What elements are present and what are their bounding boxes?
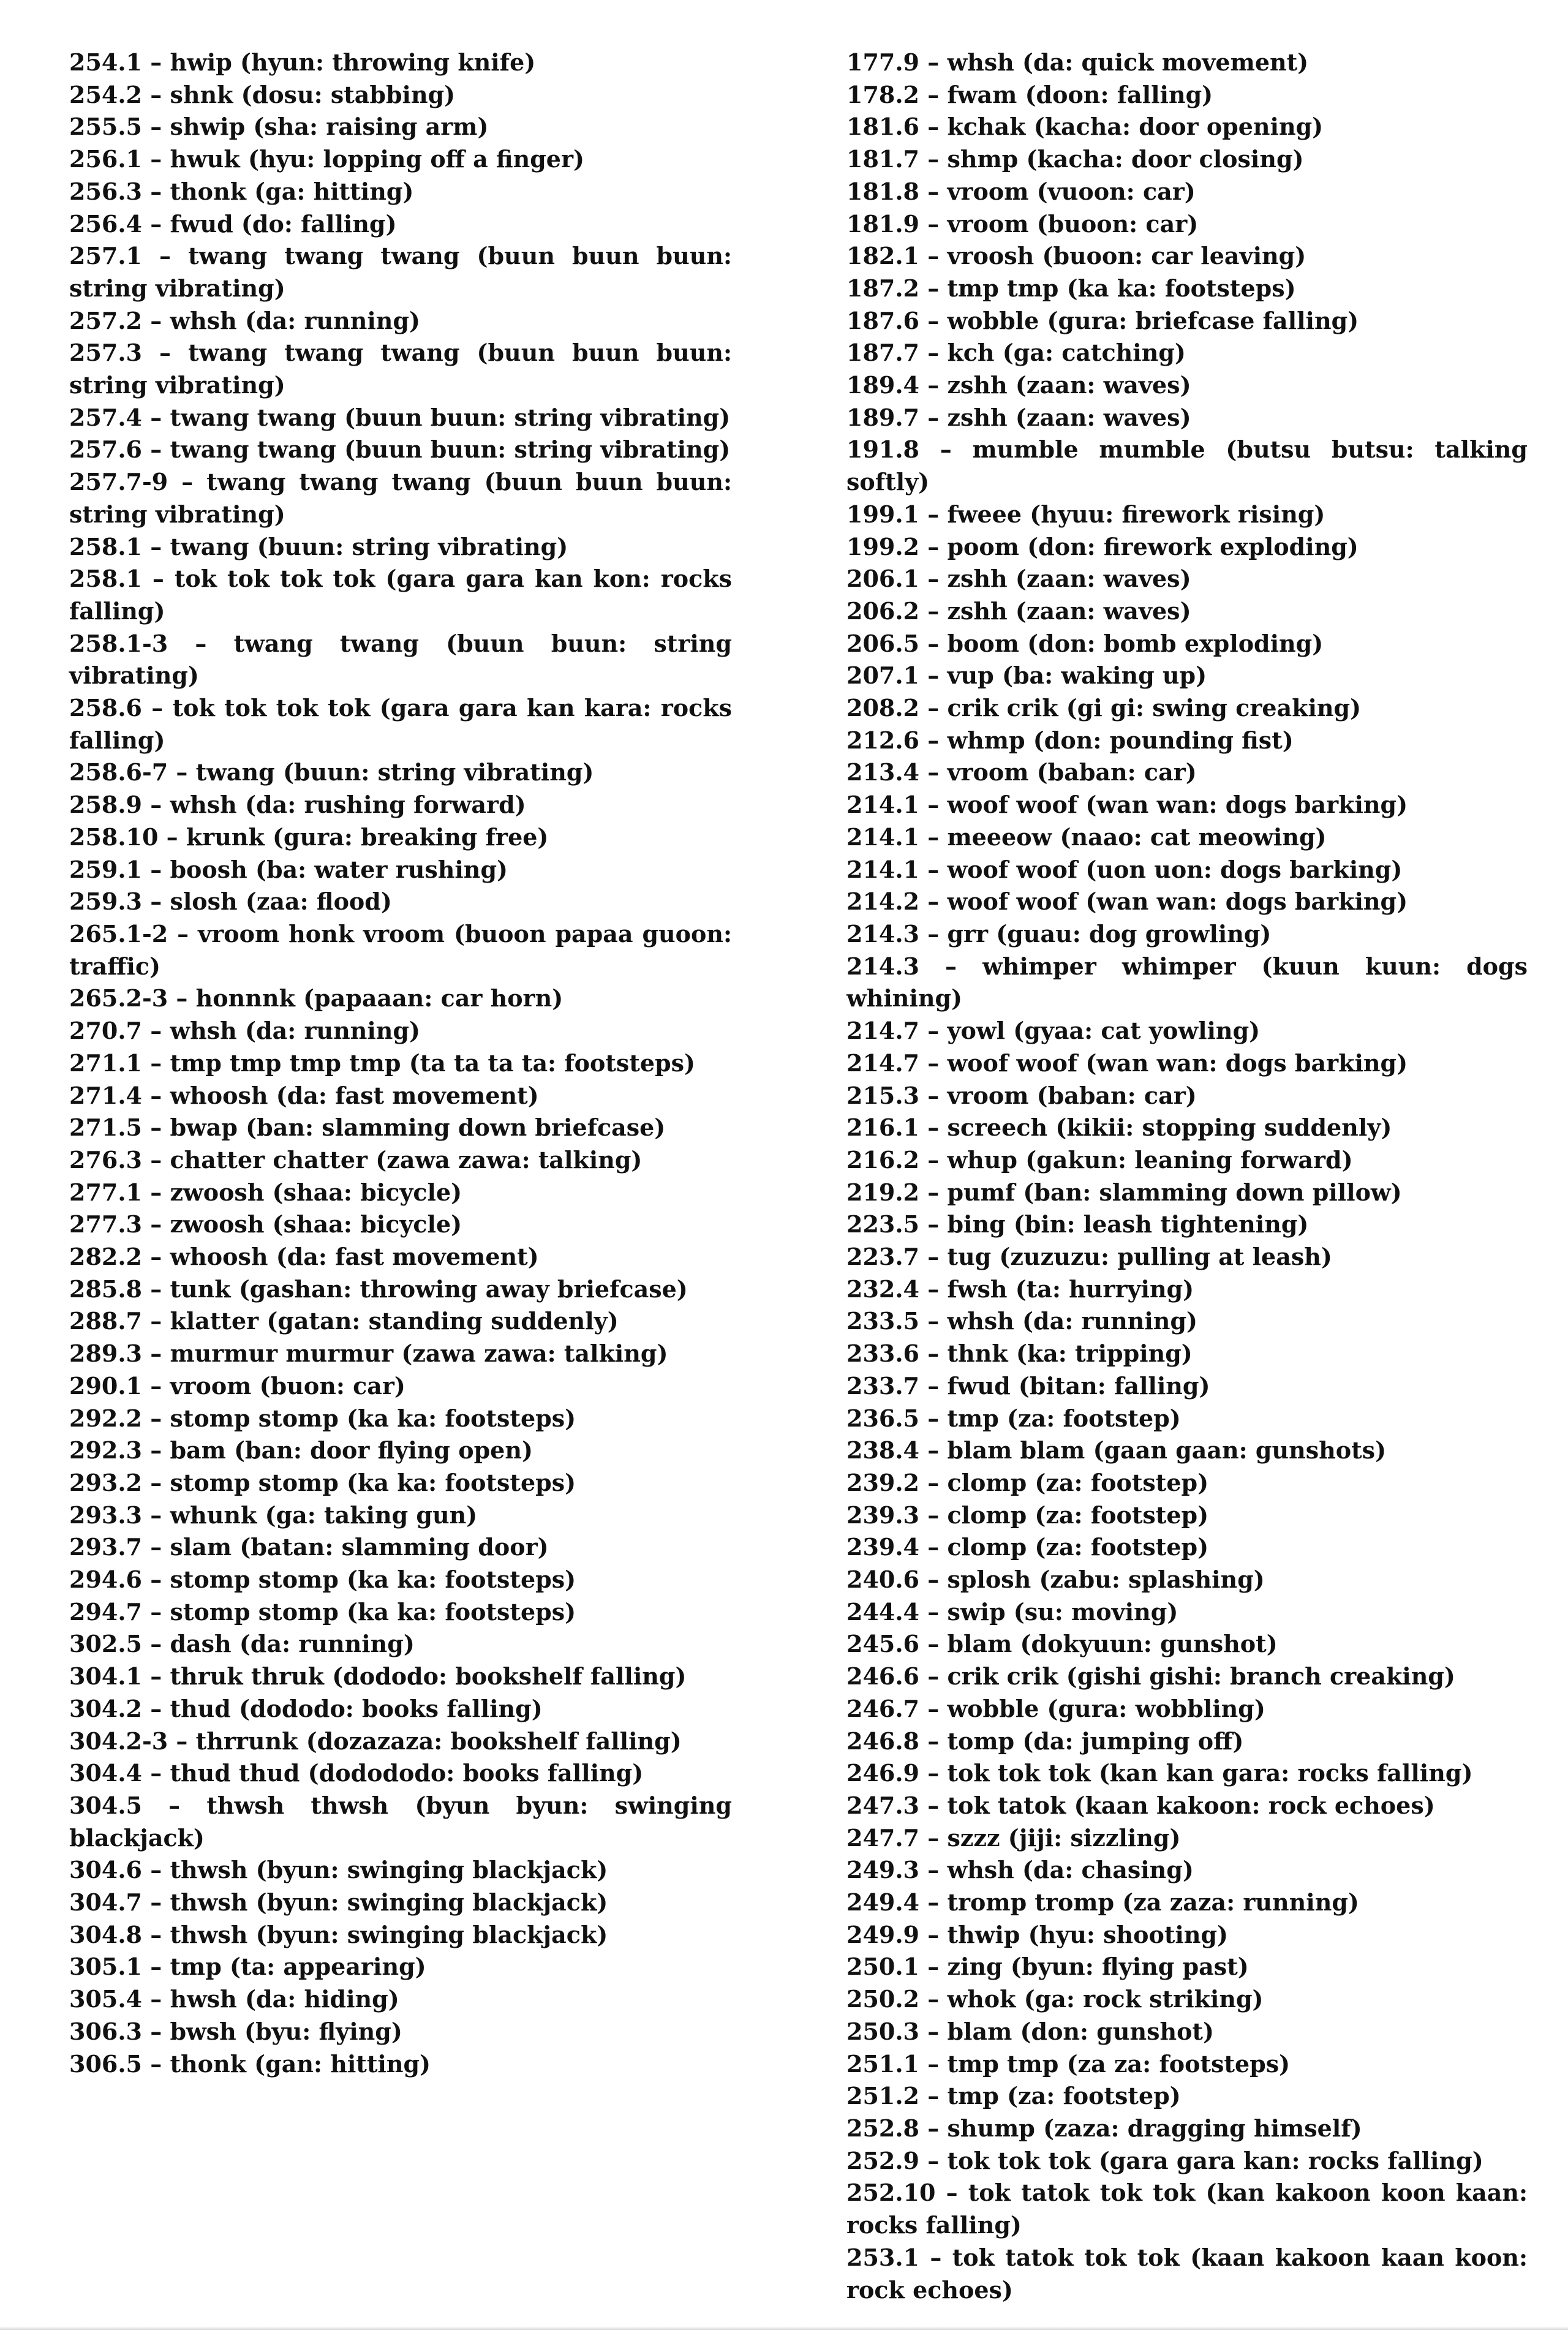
glossary-entry: 257.7-9 – twang twang twang (buun buun buun: string vibrating)	[69, 468, 732, 528]
glossary-entry: 282.2 – whoosh (da: fast movement)	[69, 1243, 539, 1271]
glossary-entry: 214.2 – woof woof (wan wan: dogs barking)	[846, 888, 1408, 916]
glossary-entry: 257.2 – whsh (da: running)	[69, 306, 420, 334]
glossary-entry: 304.8 – thwsh (byun: swinging blackjack)	[69, 1920, 608, 1948]
glossary-entry: 294.7 – stomp stomp (ka ka: footsteps)	[69, 1597, 576, 1626]
glossary-entry: 304.2-3 – thrrunk (dozazaza: bookshelf falling)	[69, 1727, 682, 1755]
glossary-entry: 214.1 – woof woof (wan wan: dogs barking)	[846, 791, 1408, 819]
glossary-entry: 265.2-3 – honnnk (papaaan: car horn)	[69, 984, 564, 1012]
glossary-entry: 199.1 – fweee (hyuu: firework rising)	[846, 500, 1325, 528]
glossary-entry: 238.4 – blam blam (gaan gaan: gunshots)	[846, 1436, 1387, 1465]
glossary-entry: 265.1-2 – vroom honk vroom (buoon papaa guoon: traffic)	[69, 919, 732, 980]
glossary-entry: 304.6 – thwsh (byun: swinging blackjack)	[69, 1856, 608, 1884]
glossary-entry: 239.3 – clomp (za: footstep)	[846, 1501, 1209, 1529]
glossary-entry: 257.3 – twang twang twang (buun buun buun: string vibrating)	[69, 339, 732, 399]
glossary-entry: 214.1 – meeeow (naao: cat meowing)	[846, 823, 1327, 851]
glossary-entry: 250.2 – whok (ga: rock striking)	[846, 1985, 1264, 2013]
glossary-entry: 181.7 – shmp (kacha: door closing)	[846, 145, 1304, 173]
glossary-entry: 246.7 – wobble (gura: wobbling)	[846, 1694, 1265, 1722]
glossary-entry: 249.3 – whsh (da: chasing)	[846, 1856, 1194, 1884]
glossary-entry: 207.1 – vup (ba: waking up)	[846, 662, 1207, 690]
glossary-entry: 213.4 – vroom (baban: car)	[846, 758, 1197, 786]
glossary-entry: 258.1 – twang (buun: string vibrating)	[69, 532, 568, 560]
glossary-entry: 206.1 – zshh (zaan: waves)	[846, 565, 1191, 593]
glossary-entry: 249.4 – tromp tromp (za zaza: running)	[846, 1888, 1359, 1917]
glossary-entry: 178.2 – fwam (doon: falling)	[846, 80, 1213, 108]
glossary-entry: 285.8 – tunk (gashan: throwing away briefcase)	[69, 1275, 688, 1303]
glossary-entry: 214.3 – whimper whimper (kuun kuun: dogs whining)	[846, 952, 1528, 1012]
glossary-entry: 214.7 – woof woof (wan wan: dogs barking)	[846, 1049, 1408, 1077]
glossary-entry: 288.7 – klatter (gatan: standing suddenly)	[69, 1307, 619, 1335]
glossary-entry: 258.1-3 – twang twang (buun buun: string vibrating)	[69, 629, 732, 690]
glossary-entry: 302.5 – dash (da: running)	[69, 1630, 415, 1658]
glossary-entry: 258.1 – tok tok tok tok (gara gara kan kon: rocks falling)	[69, 565, 732, 625]
glossary-entry: 292.2 – stomp stomp (ka ka: footsteps)	[69, 1404, 576, 1432]
glossary-entry: 277.3 – zwoosh (shaa: bicycle)	[69, 1210, 462, 1239]
glossary-entry: 257.4 – twang twang (buun buun: string vibrating)	[69, 403, 731, 431]
glossary-entry: 293.7 – slam (batan: slamming door)	[69, 1533, 549, 1561]
glossary-entry: 304.2 – thud (dododo: books falling)	[69, 1694, 543, 1722]
glossary-entry: 214.1 – woof woof (uon uon: dogs barking)	[846, 855, 1403, 883]
glossary-entry: 258.6-7 – twang (buun: string vibrating)	[69, 758, 594, 786]
glossary-entry: 277.1 – zwoosh (shaa: bicycle)	[69, 1178, 462, 1206]
glossary-entry: 271.1 – tmp tmp tmp tmp (ta ta ta ta: footsteps)	[69, 1049, 695, 1077]
glossary-entry: 215.3 – vroom (baban: car)	[846, 1081, 1197, 1109]
page-bottom-edge	[0, 2326, 1568, 2330]
glossary-entry: 233.7 – fwud (bitan: falling)	[846, 1371, 1210, 1400]
glossary-entry: 208.2 – crik crik (gi gi: swing creaking)	[846, 694, 1362, 722]
glossary-entry: 256.4 – fwud (do: falling)	[69, 209, 397, 238]
glossary-entry: 250.1 – zing (byun: flying past)	[846, 1953, 1249, 1981]
glossary-entry: 206.2 – zshh (zaan: waves)	[846, 597, 1191, 625]
glossary-entry: 276.3 – chatter chatter (zawa zawa: talking)	[69, 1145, 643, 1174]
glossary-entry: 219.2 – pumf (ban: slamming down pillow)	[846, 1178, 1402, 1206]
glossary-entry: 305.1 – tmp (ta: appearing)	[69, 1953, 426, 1981]
glossary-entry: 181.9 – vroom (buoon: car)	[846, 209, 1199, 238]
glossary-entry: 233.6 – thnk (ka: tripping)	[846, 1340, 1193, 1368]
glossary-entry: 289.3 – murmur murmur (zawa zawa: talking)	[69, 1340, 668, 1368]
glossary-entry: 187.7 – kch (ga: catching)	[846, 339, 1186, 367]
glossary-entry: 252.10 – tok tatok tok tok (kan kakoon koon kaan: rocks falling)	[846, 2179, 1528, 2239]
glossary-entry: 253.1 – tok tatok tok tok (kaan kakoon kaan koon: rock echoes)	[846, 2243, 1528, 2304]
glossary-entry: 270.7 – whsh (da: running)	[69, 1017, 420, 1045]
glossary-entry: 304.7 – thwsh (byun: swinging blackjack)	[69, 1888, 608, 1917]
glossary-entry: 257.1 – twang twang twang (buun buun buun: string vibrating)	[69, 242, 732, 302]
glossary-entry: 304.4 – thud thud (dodododo: books falling)	[69, 1759, 644, 1787]
glossary-entry: 187.6 – wobble (gura: briefcase falling)	[846, 306, 1359, 334]
glossary-entry: 271.5 – bwap (ban: slamming down briefcase)	[69, 1114, 666, 1142]
glossary-entry: 258.9 – whsh (da: rushing forward)	[69, 791, 526, 819]
glossary-entry: 212.6 – whmp (don: pounding fist)	[846, 726, 1294, 754]
glossary-entry: 247.7 – szzz (jiji: sizzling)	[846, 1823, 1181, 1852]
glossary-entry: 246.6 – crik crik (gishi gishi: branch creaking)	[846, 1662, 1455, 1691]
glossary-entry: 246.9 – tok tok tok (kan kan gara: rocks falling)	[846, 1759, 1473, 1787]
glossary-entry: 187.2 – tmp tmp (ka ka: footsteps)	[846, 274, 1296, 302]
glossary-entry: 236.5 – tmp (za: footstep)	[846, 1404, 1181, 1432]
glossary-entry: 294.6 – stomp stomp (ka ka: footsteps)	[69, 1566, 576, 1594]
glossary-entry: 232.4 – fwsh (ta: hurrying)	[846, 1275, 1194, 1303]
glossary-entry: 182.1 – vroosh (buoon: car leaving)	[846, 242, 1306, 270]
glossary-entry: 271.4 – whoosh (da: fast movement)	[69, 1081, 539, 1109]
glossary-entry: 199.2 – poom (don: firework exploding)	[846, 532, 1359, 560]
glossary-entry: 258.10 – krunk (gura: breaking free)	[69, 823, 549, 851]
glossary-entry: 189.4 – zshh (zaan: waves)	[846, 371, 1191, 399]
glossary-entry: 181.8 – vroom (vuoon: car)	[846, 177, 1196, 205]
glossary-entry: 254.1 – hwip (hyun: throwing knife)	[69, 48, 536, 76]
glossary-entry: 177.9 – whsh (da: quick movement)	[846, 48, 1309, 76]
glossary-entry: 244.4 – swip (su: moving)	[846, 1597, 1178, 1626]
glossary-entry: 239.4 – clomp (za: footstep)	[846, 1533, 1209, 1561]
glossary-entry: 290.1 – vroom (buon: car)	[69, 1371, 405, 1400]
glossary-entry: 259.1 – boosh (ba: water rushing)	[69, 855, 508, 883]
glossary-entry: 305.4 – hwsh (da: hiding)	[69, 1985, 399, 2013]
glossary-entry: 246.8 – tomp (da: jumping off)	[846, 1727, 1244, 1755]
glossary-entry: 292.3 – bam (ban: door flying open)	[69, 1436, 533, 1465]
glossary-entry: 293.3 – whunk (ga: taking gun)	[69, 1501, 478, 1529]
glossary-entry: 258.6 – tok tok tok tok (gara gara kan kara: rocks falling)	[69, 694, 732, 754]
glossary-entry: 191.8 – mumble mumble (butsu butsu: talking softly)	[846, 435, 1528, 496]
glossary-entry: 214.3 – grr (guau: dog growling)	[846, 919, 1272, 948]
left-column	[69, 47, 732, 2080]
glossary-entry: 247.3 – tok tatok (kaan kakoon: rock echoes)	[846, 1791, 1435, 1819]
glossary-entry: 257.6 – twang twang (buun buun: string vibrating)	[69, 435, 731, 464]
glossary-entry: 304.1 – thruk thruk (dododo: bookshelf falling)	[69, 1662, 687, 1691]
glossary-entry: 189.7 – zshh (zaan: waves)	[846, 403, 1191, 431]
glossary-entry: 256.3 – thonk (ga: hitting)	[69, 177, 414, 205]
glossary-entry: 181.6 – kchak (kacha: door opening)	[846, 113, 1324, 141]
glossary-entry: 306.5 – thonk (gan: hitting)	[69, 2049, 431, 2078]
glossary-entry: 254.2 – shnk (dosu: stabbing)	[69, 80, 456, 108]
glossary-entry: 216.1 – screech (kikii: stopping suddenly)	[846, 1114, 1392, 1142]
glossary-entry: 216.2 – whup (gakun: leaning forward)	[846, 1145, 1353, 1174]
glossary-entry: 259.3 – slosh (zaa: flood)	[69, 888, 392, 916]
glossary-entry: 233.5 – whsh (da: running)	[846, 1307, 1197, 1335]
glossary-entry: 293.2 – stomp stomp (ka ka: footsteps)	[69, 1468, 576, 1496]
right-column	[846, 47, 1528, 2306]
glossary-entry: 206.5 – boom (don: bomb exploding)	[846, 629, 1324, 657]
glossary-entry: 239.2 – clomp (za: footstep)	[846, 1468, 1209, 1496]
glossary-entry: 304.5 – thwsh thwsh (byun byun: swinging blackjack)	[69, 1791, 732, 1852]
glossary-entry: 252.9 – tok tok tok (gara gara kan: rocks falling)	[846, 2146, 1483, 2174]
glossary-entry: 249.9 – thwip (hyu: shooting)	[846, 1920, 1229, 1948]
glossary-entry: 256.1 – hwuk (hyu: lopping off a finger)	[69, 145, 584, 173]
glossary-entry: 223.7 – tug (zuzuzu: pulling at leash)	[846, 1243, 1332, 1271]
glossary-entry: 240.6 – splosh (zabu: splashing)	[846, 1566, 1265, 1594]
glossary-entry: 251.1 – tmp tmp (za za: footsteps)	[846, 2049, 1291, 2078]
glossary-entry: 250.3 – blam (don: gunshot)	[846, 2017, 1215, 2045]
glossary-entry: 252.8 – shump (zaza: dragging himself)	[846, 2114, 1362, 2142]
glossary-entry: 255.5 – shwip (sha: raising arm)	[69, 113, 489, 141]
glossary-entry: 251.2 – tmp (za: footstep)	[846, 2082, 1181, 2110]
glossary-entry: 245.6 – blam (dokyuun: gunshot)	[846, 1630, 1278, 1658]
glossary-entry: 214.7 – yowl (gyaa: cat yowling)	[846, 1017, 1261, 1045]
glossary-entry: 223.5 – bing (bin: leash tightening)	[846, 1210, 1309, 1239]
glossary-entry: 306.3 – bwsh (byu: flying)	[69, 2017, 402, 2045]
